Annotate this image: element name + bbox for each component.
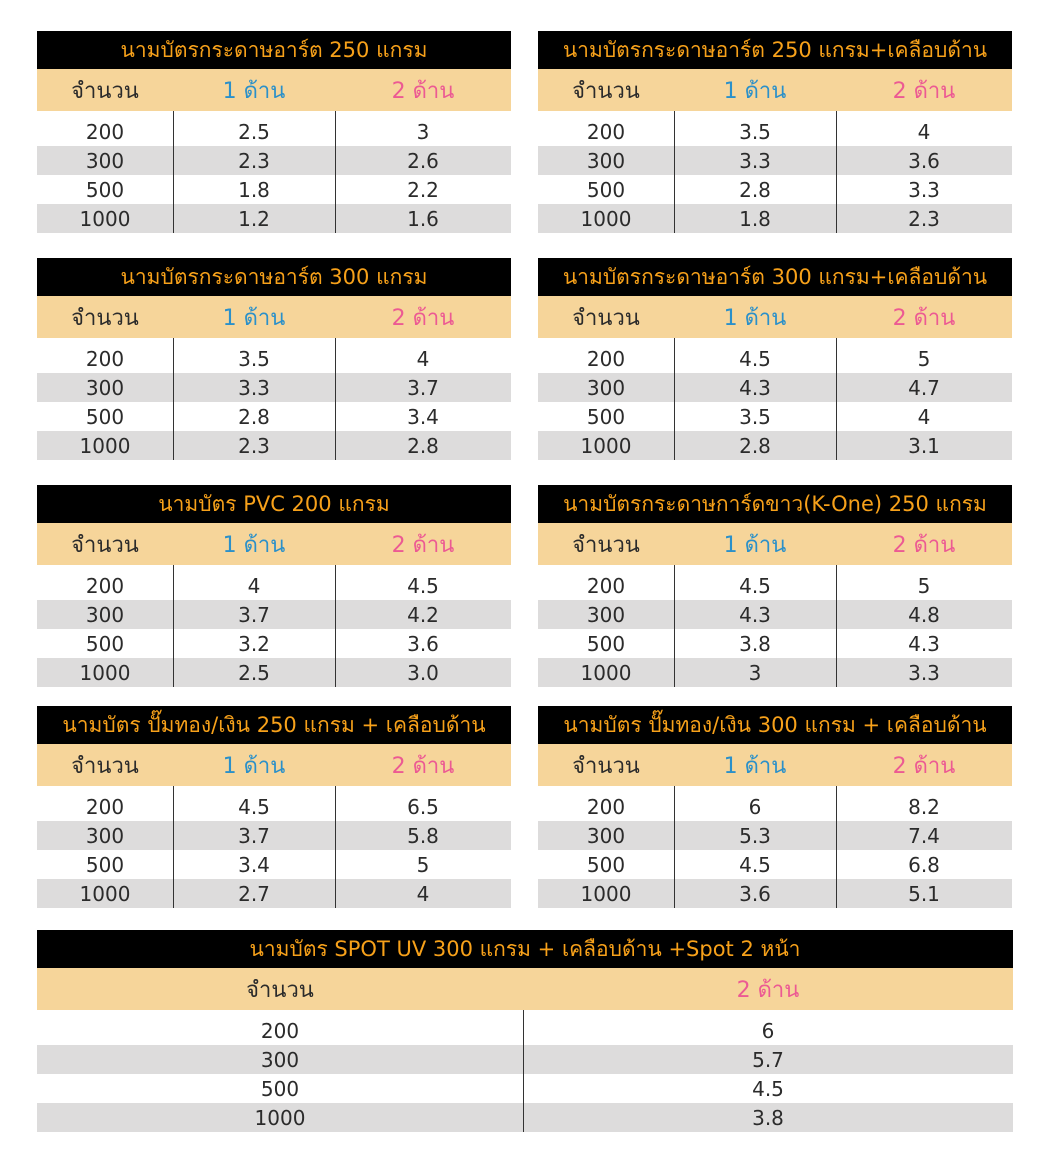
price-table-art-300 <box>37 258 511 460</box>
header-qty: จำนวน <box>572 78 640 104</box>
table-row: 300 2.3 2.6 <box>37 146 511 175</box>
table-row: 1000 3.8 <box>37 1103 1013 1132</box>
header-qty: จำนวน <box>572 532 640 558</box>
price-table-kone-250 <box>538 485 1012 687</box>
table-row: 200 3.5 4 <box>586 119 931 144</box>
table-row: 200 4 4.5 <box>85 573 439 598</box>
header-row <box>538 744 1012 786</box>
table-row: 500 3.5 4 <box>586 404 931 429</box>
table-row: 1000 2.7 4 <box>37 879 511 908</box>
price-table-foil-300-matte <box>538 706 1012 908</box>
table-row: 300 4.3 4.8 <box>538 600 1012 629</box>
table-row: 1000 2.5 3.0 <box>37 658 511 687</box>
table-title: นามบัตรกระดาษอาร์ต 300 แกรม+เคลือบด้าน <box>538 258 1012 296</box>
header-one-side: 1 ด้าน <box>222 78 286 104</box>
header-row <box>37 69 511 111</box>
header-one-side: 1 ด้าน <box>723 305 787 331</box>
table-row: 1000 2.8 3.1 <box>538 431 1012 460</box>
table-row: 300 5.3 7.4 <box>538 821 1012 850</box>
table-row: 500 2.8 3.3 <box>586 177 940 202</box>
header-row <box>538 523 1012 565</box>
header-two-side: 2 ด้าน <box>391 305 455 331</box>
price-table-art-250-matte <box>538 31 1012 233</box>
table-row: 200 4.5 5 <box>586 573 931 598</box>
table-row: 300 3.3 3.7 <box>37 373 511 402</box>
table-row: 500 3.8 4.3 <box>586 631 940 656</box>
table-row: 1000 3.6 5.1 <box>538 879 1012 908</box>
header-qty: จำนวน <box>572 305 640 331</box>
table-row: 500 4.5 6.8 <box>586 852 940 877</box>
price-table-art-300-matte <box>538 258 1012 460</box>
header-two-side: 2 ด้าน <box>736 977 800 1003</box>
table-row: 200 6 8.2 <box>586 794 940 819</box>
header-row <box>37 744 511 786</box>
table-row: 200 2.5 3 <box>85 119 430 144</box>
table-row: 1000 2.3 2.8 <box>37 431 511 460</box>
header-row <box>37 523 511 565</box>
table-row: 300 3.7 5.8 <box>37 821 511 850</box>
price-table-pvc-200 <box>37 485 511 687</box>
price-table-art-250 <box>37 31 511 233</box>
header-two-side: 2 ด้าน <box>391 78 455 104</box>
header-one-side: 1 ด้าน <box>723 78 787 104</box>
header-two-side: 2 ด้าน <box>391 532 455 558</box>
header-two-side: 2 ด้าน <box>892 532 956 558</box>
table-row: 1000 1.2 1.6 <box>37 204 511 233</box>
table-row: 200 6 <box>260 1018 775 1043</box>
header-two-side: 2 ด้าน <box>892 78 956 104</box>
price-table-spot-uv-300 <box>37 930 1013 1132</box>
table-row: 300 5.7 <box>37 1045 1013 1074</box>
table-row: 200 4.5 5 <box>586 346 931 371</box>
table-row: 500 2.8 3.4 <box>85 404 439 429</box>
header-qty: จำนวน <box>71 532 139 558</box>
table-row: 200 3.5 4 <box>85 346 430 371</box>
header-two-side: 2 ด้าน <box>892 305 956 331</box>
table-title: นามบัตรกระดาษอาร์ต 300 แกรม <box>37 258 511 296</box>
table-title: นามบัตร ปั๊มทอง/เงิน 250 แกรม + เคลือบด้าน <box>37 706 511 744</box>
table-title: นามบัตรกระดาษอาร์ต 250 แกรม <box>37 31 511 69</box>
header-row <box>37 968 1013 1010</box>
header-one-side: 1 ด้าน <box>723 532 787 558</box>
table-row: 500 3.4 5 <box>85 852 430 877</box>
header-two-side: 2 ด้าน <box>892 753 956 779</box>
table-title: นามบัตร ปั๊มทอง/เงิน 300 แกรม + เคลือบด้าน <box>538 706 1012 744</box>
table-title: นามบัตรกระดาษการ์ดขาว(K-One) 250 แกรม <box>538 485 1012 523</box>
price-table-foil-250-matte <box>37 706 511 908</box>
header-two-side: 2 ด้าน <box>391 753 455 779</box>
table-title: นามบัตร PVC 200 แกรม <box>37 485 511 523</box>
header-row <box>538 69 1012 111</box>
table-row: 200 4.5 6.5 <box>85 794 439 819</box>
table-title: นามบัตร SPOT UV 300 แกรม + เคลือบด้าน +Spot 2 หน้า <box>37 930 1013 968</box>
header-one-side: 1 ด้าน <box>222 305 286 331</box>
table-row: 300 4.3 4.7 <box>538 373 1012 402</box>
header-one-side: 1 ด้าน <box>723 753 787 779</box>
table-row: 1000 1.8 2.3 <box>538 204 1012 233</box>
table-row: 300 3.7 4.2 <box>37 600 511 629</box>
header-one-side: 1 ด้าน <box>222 753 286 779</box>
header-qty: จำนวน <box>572 753 640 779</box>
header-one-side: 1 ด้าน <box>222 532 286 558</box>
header-qty: จำนวน <box>71 305 139 331</box>
table-row: 300 3.3 3.6 <box>538 146 1012 175</box>
header-row <box>538 296 1012 338</box>
header-row <box>37 296 511 338</box>
header-qty: จำนวน <box>71 753 139 779</box>
header-qty: จำนวน <box>71 78 139 104</box>
header-qty: จำนวน <box>246 977 314 1003</box>
table-title: นามบัตรกระดาษอาร์ต 250 แกรม+เคลือบด้าน <box>538 31 1012 69</box>
table-row: 1000 3 3.3 <box>538 658 1012 687</box>
table-row: 500 3.2 3.6 <box>85 631 439 656</box>
table-row: 500 1.8 2.2 <box>85 177 439 202</box>
table-row: 500 4.5 <box>260 1076 784 1101</box>
